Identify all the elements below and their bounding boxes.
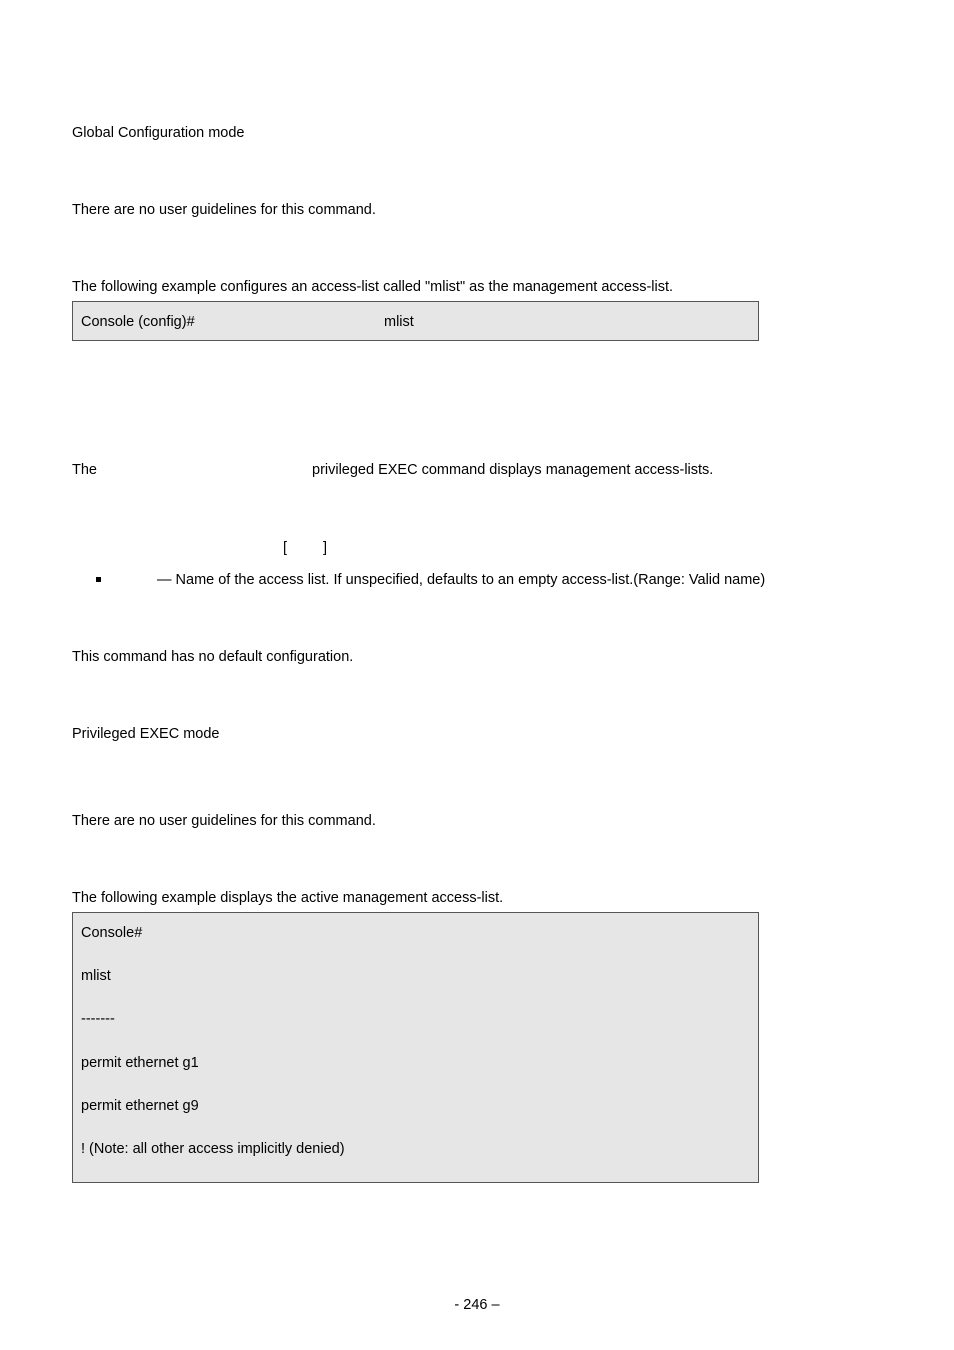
example-code-box-1 (72, 301, 759, 341)
code-line: Console# (81, 925, 143, 941)
example-intro-1: The following example configures an access-list called "mlist" as the management access-list. (72, 279, 674, 295)
bullet-icon (96, 577, 101, 582)
guidelines-text-1: There are no user guidelines for this command. (72, 202, 376, 218)
code-line: permit ethernet g9 (81, 1098, 199, 1114)
page-number: - 246 – (454, 1297, 500, 1313)
code-line: permit ethernet g1 (81, 1055, 199, 1071)
description-start: The (72, 462, 97, 478)
code-line: ! (Note: all other access implicitly denied) (81, 1141, 345, 1157)
mode-text-2: Privileged EXEC mode (72, 726, 220, 742)
example-code-box-2 (72, 912, 759, 1183)
example-prompt: Console (config)# (81, 314, 195, 330)
parameter-description: — Name of the access list. If unspecified, defaults to an empty access-list.(Range: Valid name) (157, 572, 766, 588)
syntax-open-bracket: [ (283, 540, 288, 556)
mode-text-1: Global Configuration mode (72, 125, 245, 141)
default-config-text: This command has no default configuration. (72, 649, 354, 665)
example-argument: mlist (384, 314, 414, 330)
code-line: ------- (81, 1011, 115, 1027)
description-end: privileged EXEC command displays management access-lists. (312, 462, 714, 478)
code-line: mlist (81, 968, 111, 984)
guidelines-text-2: There are no user guidelines for this command. (72, 813, 376, 829)
syntax-close-bracket: ] (323, 540, 328, 556)
example-intro-2: The following example displays the active management access-list. (72, 890, 504, 906)
